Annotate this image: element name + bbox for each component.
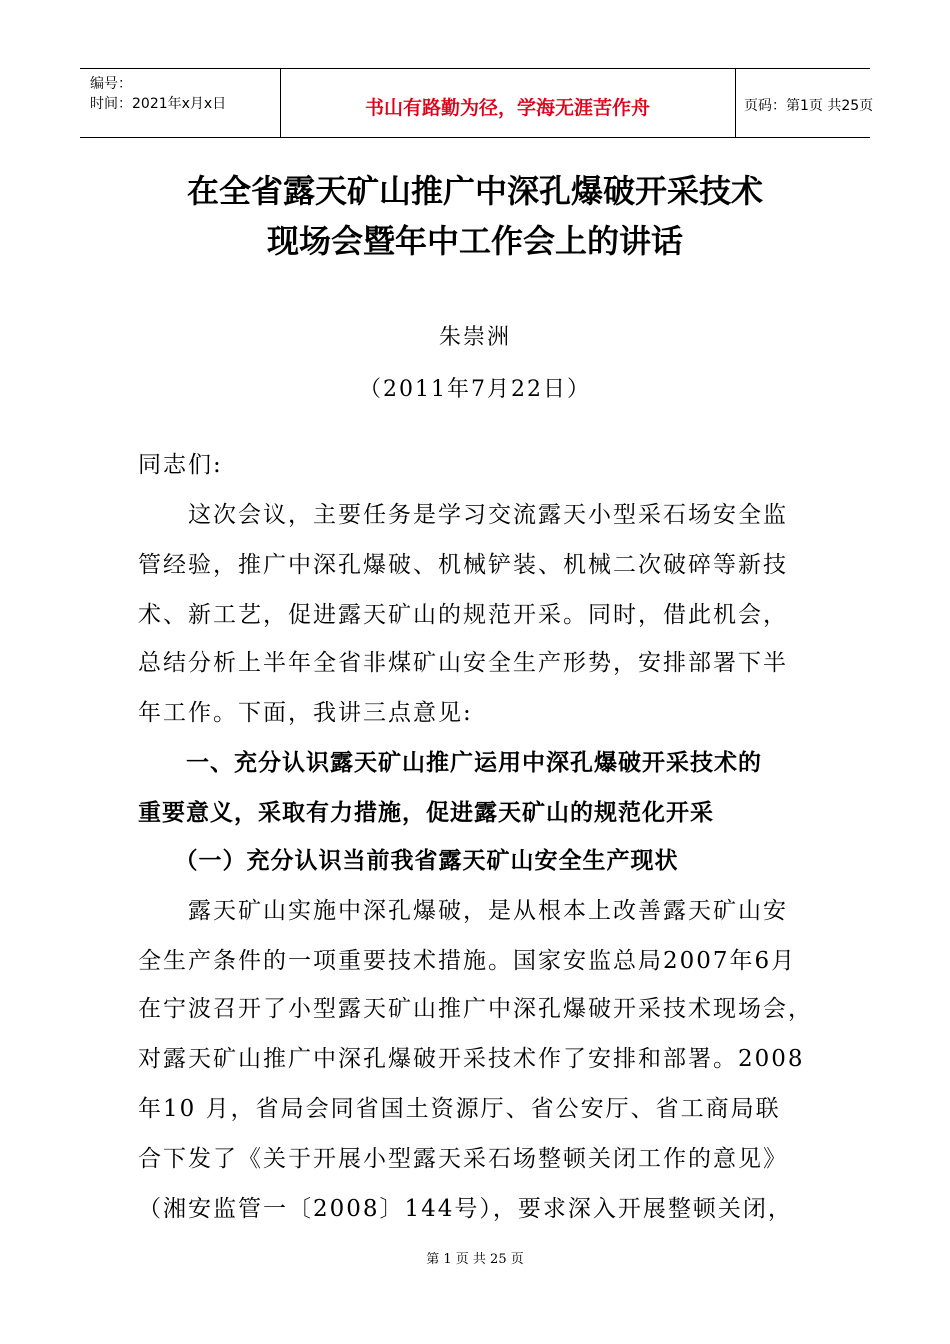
section-heading-line: 重要意义，采取有力措施，促进露天矿山的规范化开采	[138, 800, 714, 826]
body-line: 对露天矿山推广中深孔爆破开采技术作了安排和部署。2008	[138, 1046, 805, 1072]
body-line: 这次会议，主要任务是学习交流露天小型采石场安全监	[138, 502, 788, 528]
document-number-label: 编号：	[90, 76, 132, 92]
document-title-line-1: 在全省露天矿山推广中深孔爆破开采技术	[186, 172, 763, 210]
body-line: 在宁波召开了小型露天矿山推广中深孔爆破开采技术现场会，	[138, 996, 813, 1022]
header-right-cell	[736, 69, 874, 137]
body-line: 管经验，推广中深孔爆破、机械铲装、机械二次破碎等新技	[138, 552, 788, 578]
body-line: 同志们:	[138, 452, 223, 478]
body-line: 年10 月，省局会同省国土资源厅、省公安厅、省工商局联	[138, 1096, 781, 1122]
body-line: 全生产条件的一项重要技术措施。国家安监总局2007年6月	[138, 948, 797, 974]
author-name: 朱崇洲	[438, 325, 511, 350]
page-footer: 第 1 页 共 25 页	[426, 1252, 524, 1267]
subsection-heading: （一）充分认识当前我省露天矿山安全生产现状	[138, 848, 679, 874]
header-left-cell	[80, 69, 281, 137]
body-line: 年工作。下面，我讲三点意见:	[138, 700, 473, 726]
page-header	[80, 68, 874, 138]
body-line: 合下发了《关于开展小型露天采石场整顿关闭工作的意见》	[138, 1146, 788, 1172]
body-line: 总结分析上半年全省非煤矿山安全生产形势，安排部署下半	[138, 650, 788, 676]
document-title-line-2: 现场会暨年中工作会上的讲话	[266, 222, 683, 260]
header-motto: 书山有路勤为径，学海无涯苦作舟	[364, 97, 650, 119]
body-line: （湘安监管一〔2008〕144号），要求深入开展整顿关闭，	[138, 1196, 793, 1222]
document-time-label: 时间：2021年x月x日	[90, 96, 227, 112]
header-page-info: 页码：第1页 共25页	[744, 98, 874, 114]
section-heading-line: 一、充分认识露天矿山推广运用中深孔爆破开采技术的	[138, 750, 762, 776]
header-center-cell	[280, 69, 736, 137]
body-line: 露天矿山实施中深孔爆破，是从根本上改善露天矿山安	[138, 898, 788, 924]
speech-date: （2011年7月22日）	[359, 377, 591, 402]
body-line: 术、新工艺，促进露天矿山的规范开采。同时，借此机会，	[138, 602, 788, 628]
